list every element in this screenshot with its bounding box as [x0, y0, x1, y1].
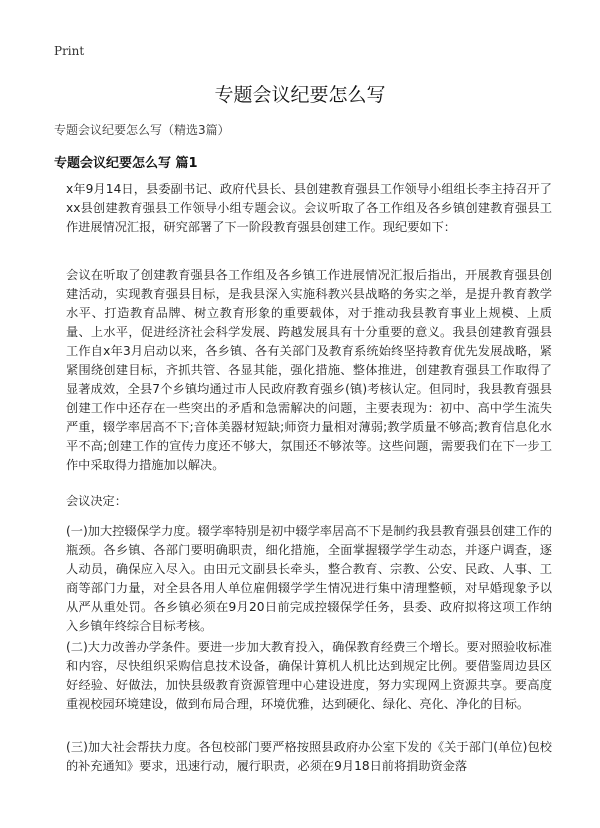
subtitle: 专题会议纪要怎么写（精选3篇） [54, 123, 230, 137]
page-title: 专题会议纪要怎么写 [214, 84, 386, 106]
paragraph-decision-3: (三)加大社会帮扶力度。各包校部门要严格按照县政府办公室下发的《关于部门(单位)包校的补充通知》要求，迅速行动，履行职责，必须在9月18日前将捐助资金落 [66, 740, 552, 773]
paragraph-summary: 会议在听取了创建教育强县各工作组及各乡镇工作进展情况汇报后指出，开展教育强县创建活动，实现教育强县目标，是我县深入实施科教兴县战略的务实之举，是提升教育教学水平、打造教育品牌、树立教育形象的重要载体，对于推动我县教育事业上规模、上质量、上水平，促进经济社会科学发展、跨越发展具有十分重要的意义。我县创建教育强县工作自x年3月启动以来，各乡镇、各有关部门及教育系统始终坚持教育优先发展战略，紧紧围绕创建目标，齐抓共管、各显其能，强化措施、整体推进，创建教育强县工作取得了显著成效，全县7个乡镇均通过市人民政府教育强乡(镇)考核认定。但同时，我县教育强县创建工作中还存在一些突出的矛盾和急需解决的问题，主要表现为：初中、高中学生流失严重，辍学率居高不下;音体美器材短缺;师资力量相对薄弱;教学质量不够高;教育信息化水平不高;创建工作的宣传力度还不够大，氛围还不够浓等。这些问题，需要我们在下一步工作中采取得力措施加以解决。 [66, 268, 552, 472]
section-heading: 专题会议纪要怎么写 篇1 [54, 156, 198, 171]
paragraph-intro: x年9月14日，县委副书记、政府代县长、县创建教育强县工作领导小组组长李主持召开了xx县创建教育强县工作领导小组专题会议。会议听取了各工作组及各乡镇创建教育强县工作进展情况汇报，研究部署了下一阶段教育强县创建工作。现纪要如下： [66, 182, 552, 234]
paragraph-decision-1: (一)加大控辍保学力度。辍学率特别是初中辍学率居高不下是制约我县教育强县创建工作的瓶颈。各乡镇、各部门要明确职责，细化措施，全面掌握辍学学生动态，并逐户调查，逐人动员，确保应入尽入。由田元文副县长牵头，整合教育、宗教、公安、民政、人事、工商等部门力量，对全县各用人单位雇佣辍学学生情况进行集中清理整顿，对早婚现象予以从严从重处罚。各乡镇必须在9月20日前完成控辍保学任务，县委、政府拟将这项工作纳入乡镇年终综合目标考核。 [66, 524, 552, 633]
print-label: Print [54, 44, 85, 58]
decision-label: 会议决定： [66, 494, 127, 508]
paragraph-decision-2: (二)大力改善办学条件。要进一步加大教育投入，确保教育经费三个增长。要对照验收标准和内容，尽快组织采购信息技术设备，确保计算机人机比达到规定比例。要借鉴周边县区好经验、好做法，加快县级教育资源管理中心建设进度，努力实现网上资源共享。要高度重视校园环境建设，做到布局合理，环境优雅，达到硬化、绿化、亮化、净化的目标。 [66, 640, 552, 711]
